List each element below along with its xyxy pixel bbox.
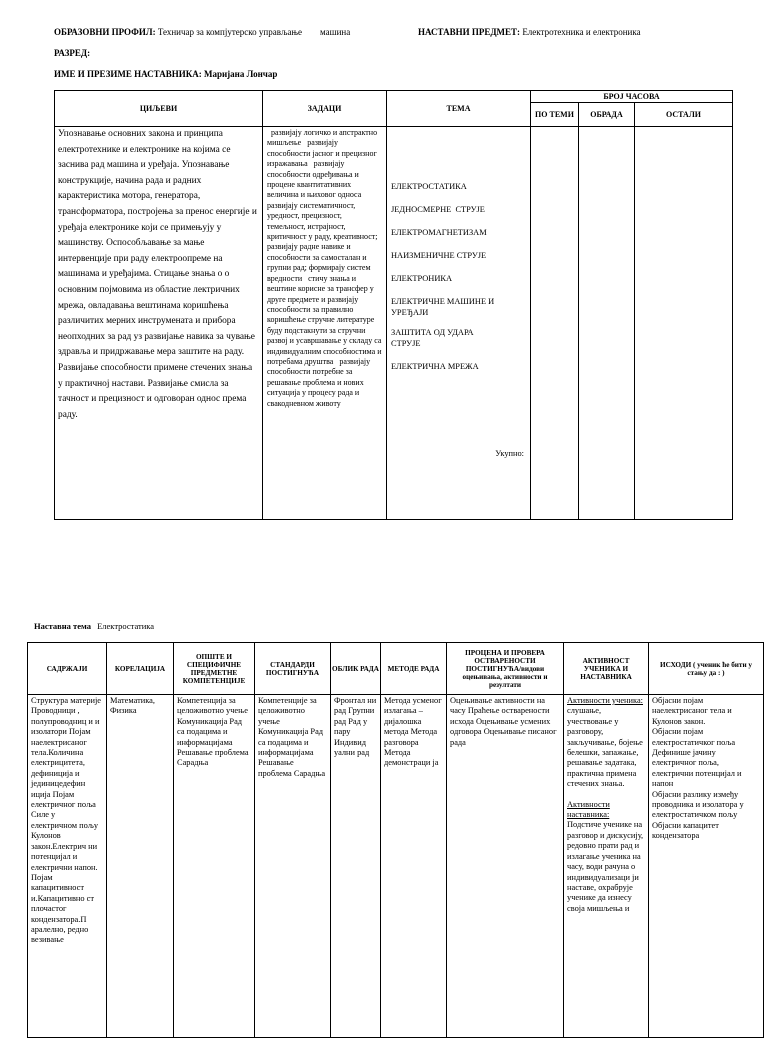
col-processing: ОБРАДА	[579, 103, 635, 127]
teacher-value: Маријана Лончар	[204, 69, 278, 79]
goals-text: Упознавање основних закона и принципа електротехнике и електронике на којима се заснива рад машина и уређаја. Упознавање конструкције, начина рада и радних карактеристика мотора, генератора, трансформатора, постројења за пренос енергије и уређаја електронике који се примењују у машинству. Оспособљавање за мање интервенције при раду електроопреме на машинама и уређајима. Стицање знања о о основним појмовима из областие лектричних мрежа, овладавања вештинама коришћења различитих мерних инструмената и прибора неопходних за рад уз развијање навика за чување здравља и придржавање мера заштите на раду. Развијање способности примене стечених знања у практичној настави. Развијање смисла за тачност и прецизност и одговоран однос према раду.	[55, 127, 263, 520]
outcome-item: Објасни разлику између проводника и изолатора у електростатичком пољу	[652, 789, 744, 820]
teaching-topic-label: Наставна тема	[34, 621, 91, 631]
outcome-item: Објасни појам наелектрисаног тела и Кулонов закон.	[652, 696, 732, 726]
topic-item: ЈЕДНОСМЕРНЕ СТРУЈЕ	[391, 205, 485, 214]
outcome-item: Дефинише јачину електричног поља, електрични потенцијал и напон	[652, 748, 742, 789]
col-tasks: ЗАДАЦИ	[263, 91, 387, 127]
standards-cell: Компетенције за целоживотно учење Комуникација Рад са подацима и информацијама Решавање проблема Сарадња	[255, 695, 331, 1038]
competences-cell: Компетенција за целоживотно учење Комуникација Рад са подацима и информацијама Решавање проблема Сарадња	[174, 695, 255, 1038]
goals-table	[54, 90, 733, 520]
col-hours: БРОЈ ЧАСОВА	[531, 91, 733, 103]
teacher-line	[54, 69, 277, 79]
topic-item: ЕЛЕКТРОНИКА	[391, 274, 453, 283]
col-other: ОСТАЛИ	[635, 103, 733, 127]
teaching-topic	[34, 621, 154, 631]
profile-value: Техничар за компјутерско управљање машина	[157, 27, 351, 37]
profile-line	[54, 27, 350, 37]
teacher-activity-text: Подстиче ученике на разговор и дискусију, редовно прати рад и излагање ученика на часу, води рачуна о индивидуализаци ји наставе, охрабрује ученике да изнесу своја мишљења и	[567, 820, 644, 913]
hours-other	[635, 127, 733, 520]
total-label: Укупно:	[495, 449, 524, 458]
topic-plan-table	[27, 642, 764, 1038]
teacher-label: ИМЕ И ПРЕЗИМЕ НАСТАВНИКА:	[54, 69, 202, 79]
col-topic: ТЕМА	[387, 91, 531, 127]
assessment-cell: Оцењивање активности на часу Праћење остварености исхода Оцењивање усмених одговора Оцењивање писаног рада	[447, 695, 564, 1038]
topic-item: ЕЛЕКТРОМАГНЕТИЗАМ	[391, 228, 487, 237]
header-correlation: КОРЕЛАЦИЈА	[107, 643, 174, 695]
col-per-topic: ПО ТЕМИ	[531, 103, 579, 127]
tasks-text: развијају логичко и апстрактно мишљење развијају способности јасног и прецизног изражавања развијају способности одређивања и процене квантитативних величина и њиховог односа развијају систематичност, уредност, прецизност, темељност, истрајност, критичност у раду, креативност; развијају радне навике и способности за самосталан и групни рад; формирају систем вредности стичу знања и вештине корисне за трансфер у друге предмете и развијају способности за правилно коришћење стручне литературе буду подстакнути за стручни развој и усавршавање у складу са индивидуалним способностима и потребама друштва развијају способности потребне за решавање проблема и нових ситуација у процесу рада и свакодневном животу	[263, 127, 387, 520]
col-goals: ЦИЉЕВИ	[55, 91, 263, 127]
outcome-item: Објасни појам електростатичког поља	[652, 727, 736, 747]
outcomes-cell	[649, 695, 764, 1038]
teacher-activity-label: Активности наставника:	[567, 799, 610, 820]
teaching-topic-value: Електростатика	[97, 621, 155, 631]
hours-processing	[579, 127, 635, 520]
topic-item: ЕЛЕКТРОСТАТИКА	[391, 182, 467, 191]
student-activity-label: Активности ученика:	[567, 696, 644, 705]
grade-label: РАЗРЕД:	[54, 48, 91, 58]
header-assessment: ПРОЦЕНА И ПРОВЕРА ОСТВАРЕНОСТИ ПОСТИГНУЋА/видови оцењивања, активности и резултати	[447, 643, 564, 695]
hours-per-topic	[531, 127, 579, 520]
content-cell: Структура материје Проводници , полупроводниц и и изолатори Појам наелектрисаног тела.Количина електрицитета, дефиниција и јединицедефин иција Појам електричног поља Силе у електричном пољу Кулонов закон.Електрич ни потенцијал и електрични напон. Појам капацитивност и.Капацитивно ст плочастог кондензатора.П аралелно, редно везивање	[28, 695, 107, 1038]
subject-line	[418, 27, 641, 37]
correlation-cell: Математика, Физика	[107, 695, 174, 1038]
topics-cell	[387, 127, 531, 520]
header-competences: ОПШТЕ И СПЕЦИФИЧНЕ ПРЕДМЕТНЕ КОМПЕТЕНЦИЈЕ	[174, 643, 255, 695]
subject-label: НАСТАВНИ ПРЕДМЕТ:	[418, 27, 521, 37]
header-methods: МЕТОДЕ РАДА	[381, 643, 447, 695]
methods-cell: Метода усменог излагања – дијалошка метода Метода разговора Метода демонстраци ја	[381, 695, 447, 1038]
profile-label: ОБРАЗОВНИ ПРОФИЛ:	[54, 27, 156, 37]
work-form-cell: Фронтал ни рад Групни рад Рад у пару Индивид уални рад	[331, 695, 381, 1038]
header-work-form: ОБЛИК РАДА	[331, 643, 381, 695]
student-activity-text: слушање, учествовање у разговору, закључивање, бојење белешки, запажање, решавање задатака, практична примена стечених знања.	[567, 706, 643, 789]
header-activity: АКТИВНОСТ УЧЕНИКА И НАСТАВНИКА	[564, 643, 649, 695]
outcome-item: Објасни капацитет кондензатора	[652, 820, 719, 841]
header-standards: СТАНДАРДИ ПОСТИГНУЋА	[255, 643, 331, 695]
topic-item: ЕЛЕКТРИЧНА МРЕЖА	[391, 362, 479, 371]
activity-cell	[564, 695, 649, 1038]
topic-item: НАИЗМЕНИЧНЕ СТРУЈЕ	[391, 251, 487, 260]
header-content: САДРЖАЈИ	[28, 643, 107, 695]
subject-value: Електротехника и електроника	[522, 27, 641, 37]
topic-item: ЗАШТИТА ОД УДАРА СТРУЈЕ	[391, 328, 474, 348]
header-outcomes: ИСХОДИ ( ученик ће бити у стању да : )	[649, 643, 764, 695]
topic-item: ЕЛЕКТРИЧНЕ МАШИНЕ И УРЕЂАЈИ	[391, 297, 495, 317]
